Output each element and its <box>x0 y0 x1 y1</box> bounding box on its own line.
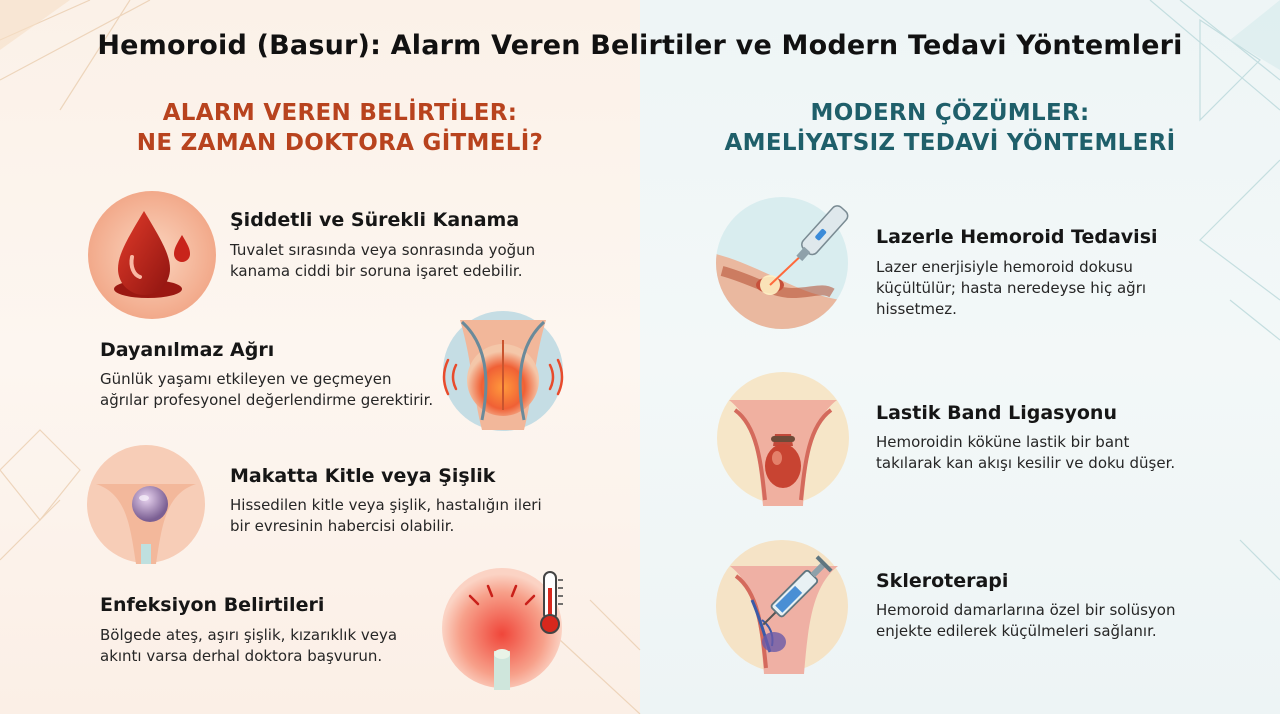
page-title: Hemoroid (Basur): Alarm Veren Belirtiler ve Modern Tedavi Yöntemleri <box>97 30 1183 61</box>
laser-device-icon <box>712 193 862 333</box>
alarm-item-desc-infection-2: akıntı varsa derhal doktora başvurun. <box>100 647 383 665</box>
solution-item-desc-laser-2: küçültülür; hasta neredeyse hiç ağrı <box>876 279 1147 297</box>
alarm-heading-line2: NE ZAMAN DOKTORA GİTMELİ? <box>136 130 544 156</box>
alarm-item-desc-pain-2: ağrılar profesyonel değerlendirme gerektirir. <box>100 391 434 409</box>
alarm-item-desc-infection-1: Bölgede ateş, aşırı şişlik, kızarıklık veya <box>100 626 398 644</box>
solution-item-title-sclerotherapy: Skleroterapi <box>876 570 1009 592</box>
solution-item-desc-band-1: Hemoroidin köküne lastik bir bant <box>876 433 1130 451</box>
alarm-item-desc-bleeding-1: Tuvalet sırasında veya sonrasında yoğun <box>230 241 536 259</box>
solution-item-title-band: Lastik Band Ligasyonu <box>876 402 1117 424</box>
solutions-section-heading <box>680 98 1220 158</box>
solution-item-title-laser: Lazerle Hemoroid Tedavisi <box>876 226 1158 248</box>
rubber-band-icon <box>715 370 851 506</box>
pain-area-icon <box>442 310 564 432</box>
alarm-section-heading <box>90 98 590 158</box>
infection-thermometer-icon <box>440 566 570 690</box>
alarm-item-title-bleeding: Şiddetli ve Sürekli Kanama <box>230 209 520 231</box>
alarm-item-title-infection: Enfeksiyon Belirtileri <box>100 594 325 616</box>
solution-item-desc-band-2: takılarak kan akışı kesilir ve doku düşer. <box>876 454 1176 472</box>
syringe-icon <box>712 534 862 674</box>
solution-item-desc-laser-3: hissetmez. <box>876 300 957 318</box>
alarm-item-desc-bleeding-2: kanama ciddi bir soruna işaret edebilir. <box>230 262 523 280</box>
solution-item-desc-laser-1: Lazer enerjisiyle hemoroid dokusu <box>876 258 1133 276</box>
lump-icon <box>86 444 206 564</box>
alarm-item-desc-pain-1: Günlük yaşamı etkileyen ve geçmeyen <box>100 370 392 388</box>
solution-item-desc-sclerotherapy-1: Hemoroid damarlarına özel bir solüsyon <box>876 601 1176 619</box>
solution-item-desc-sclerotherapy-2: enjekte edilerek küçülmeleri sağlanır. <box>876 622 1157 640</box>
blood-drop-icon <box>86 189 218 321</box>
alarm-item-desc-lump-1: Hissedilen kitle veya şişlik, hastalığın ileri <box>230 496 542 514</box>
alarm-item-title-pain: Dayanılmaz Ağrı <box>100 339 275 361</box>
solutions-heading-line1: MODERN ÇÖZÜMLER: <box>810 100 1090 126</box>
solutions-heading-line2: AMELİYATSIZ TEDAVİ YÖNTEMLERİ <box>724 130 1176 156</box>
alarm-item-desc-lump-2: bir evresinin habercisi olabilir. <box>230 517 455 535</box>
alarm-item-title-lump: Makatta Kitle veya Şişlik <box>230 465 496 487</box>
alarm-heading-line1: ALARM VEREN BELİRTİLER: <box>162 100 518 126</box>
